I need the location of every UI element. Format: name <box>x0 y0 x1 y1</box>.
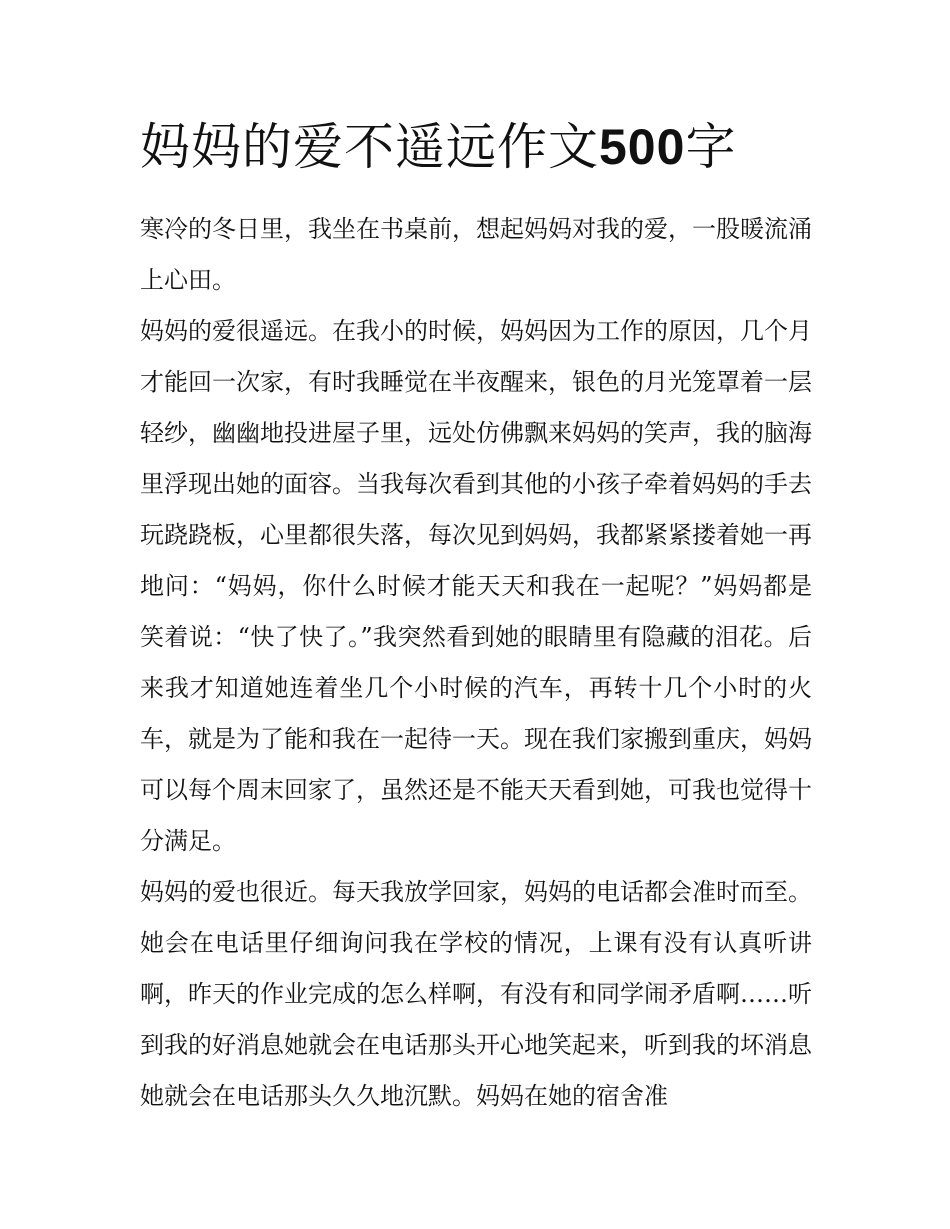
document-page <box>140 112 812 1122</box>
paragraph-intro: 寒冷的冬日里，我坐在书桌前，想起妈妈对我的爱，一股暖流涌上心田。 <box>140 215 812 294</box>
paragraph-far: 妈妈的爱很遥远。在我小的时候，妈妈因为工作的原因，几个月才能回一次家，有时我睡觉在半夜醒来，银色的月光笼罩着一层轻纱，幽幽地投进屋子里，远处仿佛飘来妈妈的笑声，我的脑海里浮现出她的面容。当我每次看到其他的小孩子牵着妈妈的手去玩跷跷板，心里都很失落，每次见到妈妈，我都紧紧搂着她一再地问：“妈妈，你什么时候才能天天和我在一起呢？”妈妈都是笑着说：“快了快了。”我突然看到她的眼睛里有隐藏的泪花。后来我才知道她连着坐几个小时候的汽车，再转十几个小时的火车，就是为了能和我在一起待一天。现在我们家搬到重庆，妈妈可以每个周末回家了，虽然还是不能天天看到她，可我也觉得十分满足。 <box>140 317 812 855</box>
paragraph-near: 妈妈的爱也很近。每天我放学回家，妈妈的电话都会准时而至。她会在电话里仔细询问我在学校的情况，上课有没有认真听讲啊，昨天的作业完成的怎么样啊，有没有和同学闹矛盾啊……听到我的好消息她就会在电话那头开心地笑起来，听到我的坏消息她就会在电话那头久久地沉默。妈妈在她的宿舍准 <box>140 878 812 1110</box>
title-text: 妈妈的爱不遥远作文 <box>140 118 599 176</box>
title-suffix: 字 <box>685 118 737 176</box>
title-number: 500 <box>599 119 686 175</box>
document-title <box>140 112 812 182</box>
